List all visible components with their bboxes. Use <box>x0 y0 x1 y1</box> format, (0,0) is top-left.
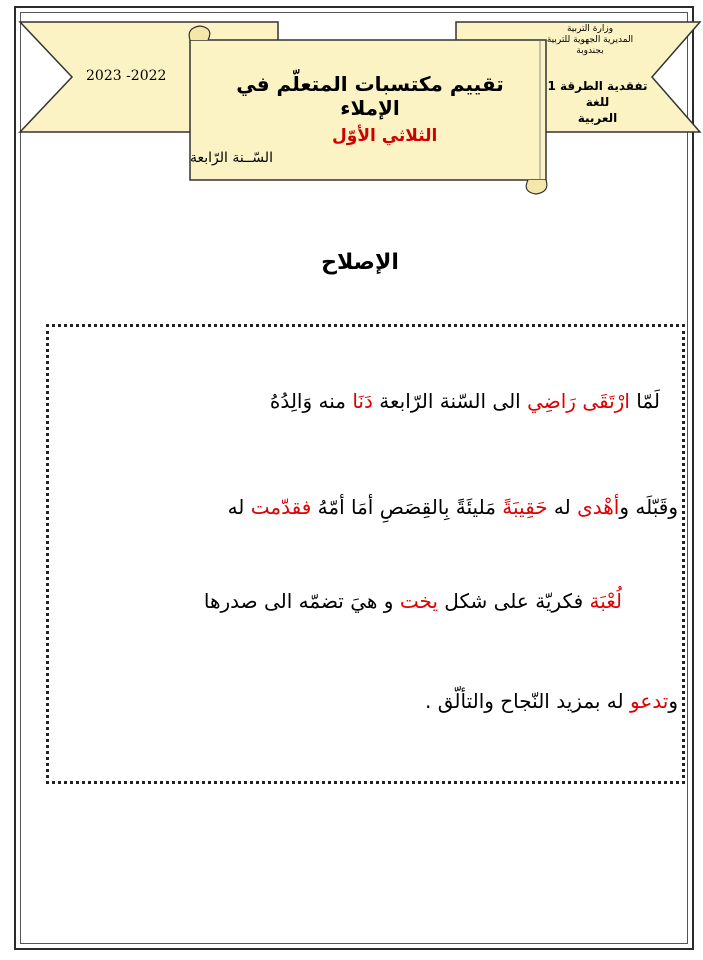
exam-title: تقييم مكتسبات المتعلّم في الإملاء <box>236 72 504 120</box>
paragraph-line-3: لُعْبَة فكريّة على شكل يخت و هيَ تضمّه الى صدرها <box>203 589 622 613</box>
scroll-curl-top <box>189 26 210 40</box>
scroll-curl-bottom <box>526 180 547 194</box>
term-label: الثلاثي الأوّل <box>332 126 438 146</box>
school-year: 2023 -2022 <box>86 68 167 84</box>
grade-level: السّــنة الرّابعة <box>190 150 273 166</box>
page-heading: الإصلاح <box>321 250 399 275</box>
dictation-text-box <box>46 324 685 784</box>
paragraph-line-2: وقَبّلَه وأهْدى له حَقِيبَةً مَليئَةً بِالقِصَصِ أمَا أمّهُ فقدّمت له <box>227 495 678 519</box>
paragraph-line-4: وتدعو له بمزيد النّجاح والتألّق . <box>424 689 678 713</box>
paragraph-line-1: لَمّا ارْتَقَى رَاضِي الى السّنة الرّابعة دَنَا منه وَالِدُهُ <box>269 389 660 413</box>
inspection-label: تفقدية الطرقة 1 للغة العربية <box>547 79 648 125</box>
ministry-label: وزارة التربية المديرية الجهوية للتربية بجندوبة <box>546 24 634 56</box>
